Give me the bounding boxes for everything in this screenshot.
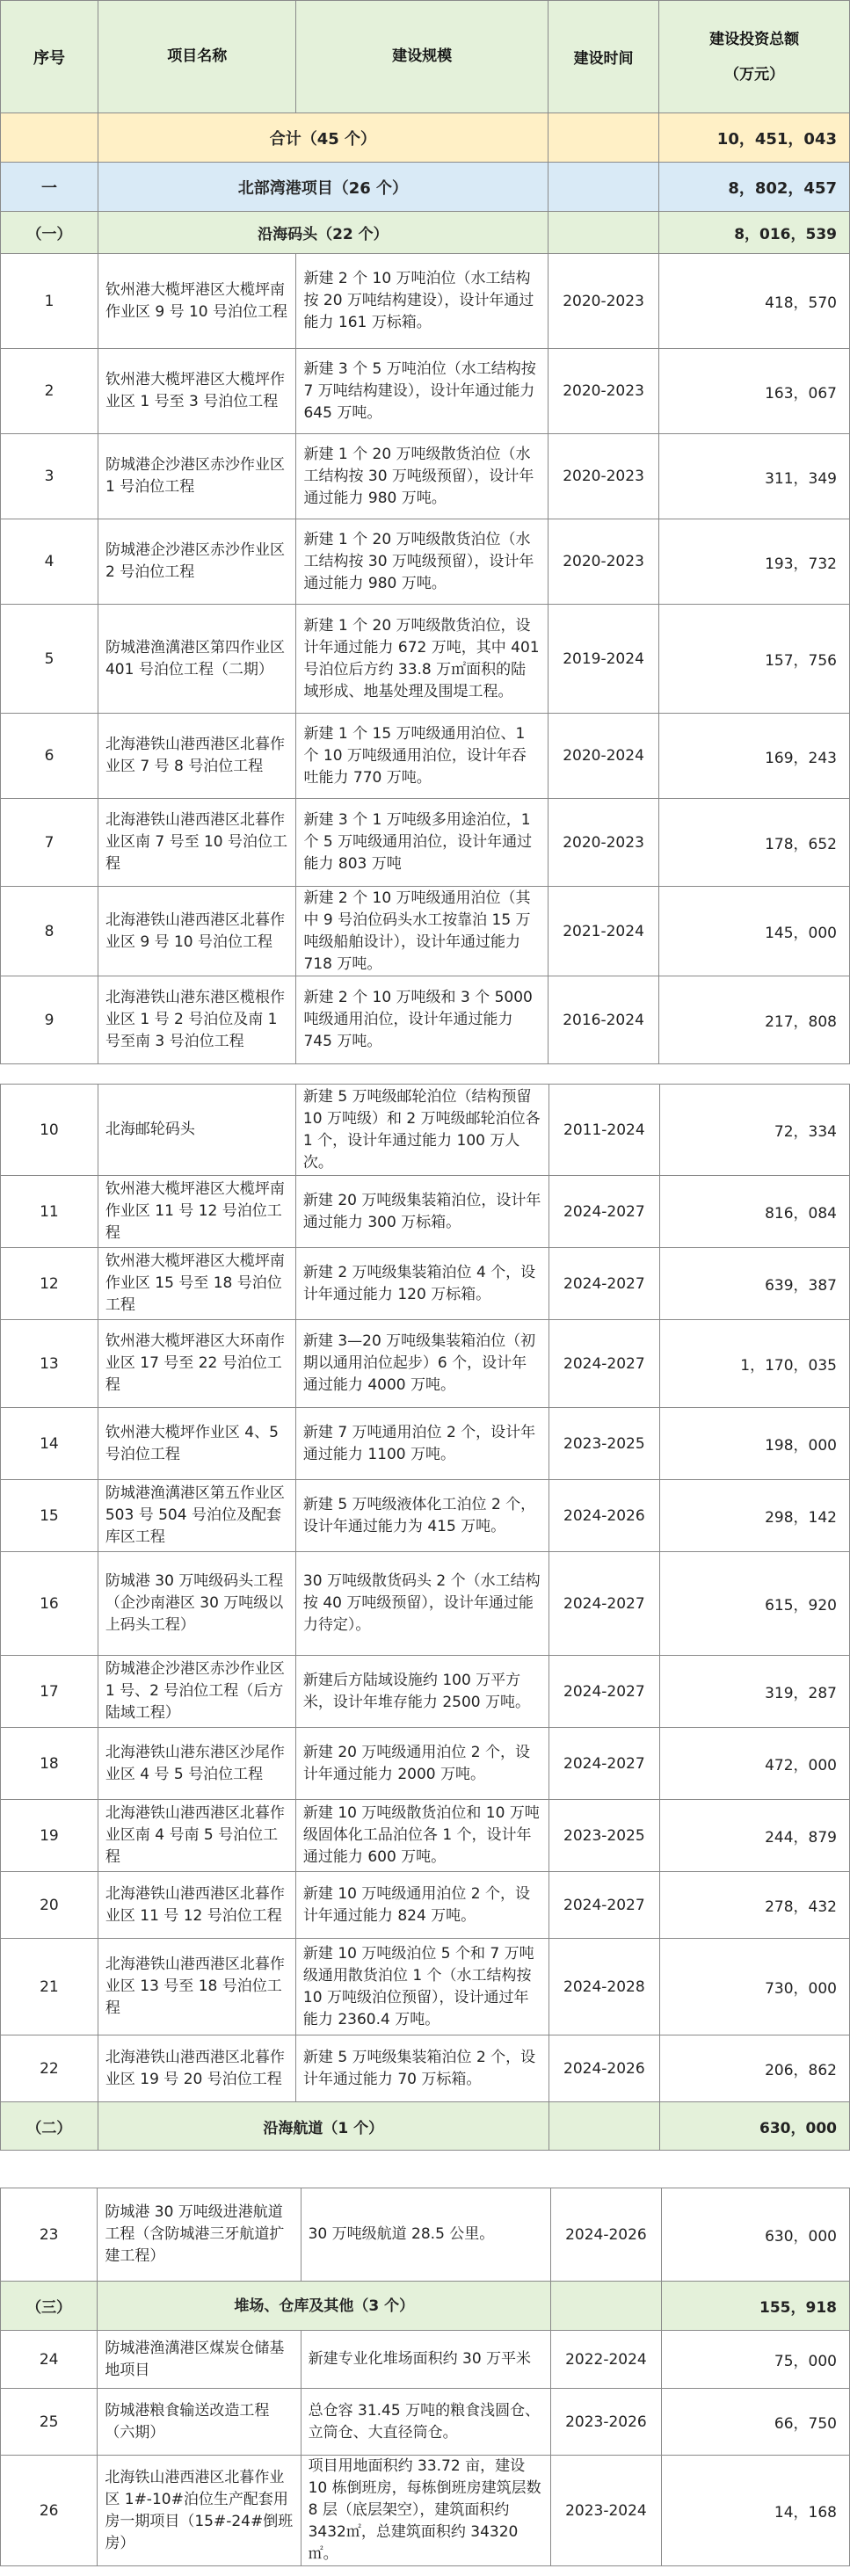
row-scale: 新建专业化堆场面积约 30 万平米 — [301, 2331, 550, 2389]
table-row — [1, 605, 850, 714]
row-amount: 639，387 — [660, 1248, 850, 1320]
table-row — [1, 1728, 850, 1800]
row-scale: 30 万吨级散货码头 2 个（水工结构按 40 万吨级预留），设计年通过能力待定）。 — [295, 1552, 549, 1656]
table-row — [1, 1320, 850, 1408]
row-time: 2023-2025 — [549, 1800, 659, 1872]
rows-group-b — [1, 1085, 850, 2102]
row-time: 2011-2024 — [549, 1085, 659, 1176]
table-row — [1, 1800, 850, 1872]
row-project-name: 北海港铁山港西港区北暮作业区 11 号 12 号泊位工程 — [98, 1872, 295, 1939]
row-amount: 1，170，035 — [660, 1320, 850, 1408]
row-time: 2024-2027 — [549, 1728, 659, 1800]
table-row — [1, 254, 850, 349]
subsection-amount: 8，016，539 — [659, 212, 850, 254]
row-time: 2023-2024 — [551, 2456, 662, 2566]
row-project-name: 防城港渔澫港区第五作业区 503 号 504 号泊位及配套库区工程 — [98, 1480, 295, 1552]
row-amount: 145，000 — [659, 887, 850, 976]
table-row — [1, 714, 850, 799]
row-no: 11 — [1, 1176, 98, 1248]
row-time: 2024-2026 — [549, 2035, 659, 2102]
row-time: 2020-2023 — [548, 519, 659, 605]
row-time: 2020-2023 — [548, 254, 659, 349]
row-amount: 169，243 — [659, 714, 850, 799]
row-project-name: 钦州港大榄坪作业区 4、5 号泊位工程 — [98, 1408, 295, 1480]
subsection-no: （三） — [1, 2282, 98, 2331]
row-project-name: 北海港铁山港西港区北暮作业区南 7 号至 10 号泊位工程 — [98, 799, 296, 887]
row-scale: 新建 1 个 20 万吨级散货泊位（水工结构按 30 万吨级预留），设计年通过能力 980 万吨。 — [296, 519, 548, 605]
header-no: 序号 — [1, 1, 98, 113]
row-project-name: 北海港铁山港西港区北暮作业区 9 号 10 号泊位工程 — [98, 887, 296, 976]
row-time: 2020-2023 — [548, 799, 659, 887]
row-project-name: 防城港粮食输送改造工程（六期） — [98, 2389, 301, 2456]
row-amount: 163，067 — [659, 349, 850, 434]
row-time: 2024-2027 — [549, 1320, 659, 1408]
table-row — [1, 1552, 850, 1656]
row-time: 2020-2023 — [548, 434, 659, 519]
row-no: 20 — [1, 1872, 98, 1939]
row-amount: 472，000 — [660, 1728, 850, 1800]
row-amount: 311，349 — [659, 434, 850, 519]
row-scale: 新建 10 万吨级泊位 5 个和 7 万吨级通用散货泊位 1 个（水工结构按 10 万吨级泊位预留），设计通过年能力 2360.4 万吨。 — [295, 1939, 549, 2035]
subsection-amount: 155，918 — [661, 2282, 849, 2331]
row-project-name: 钦州港大榄坪港区大榄坪南作业区 11 号 12 号泊位工程 — [98, 1176, 295, 1248]
row-time: 2020-2024 — [548, 714, 659, 799]
row-amount: 178，652 — [659, 799, 850, 887]
row-amount: 418，570 — [659, 254, 850, 349]
subsection-row — [1, 2282, 850, 2331]
table-row — [1, 1939, 850, 2035]
total-amount: 10，451，043 — [659, 113, 850, 163]
row-scale: 新建 2 个 10 万吨泊位（水工结构按 20 万吨结构建设），设计年通过能力 161 万标箱。 — [296, 254, 548, 349]
table-row — [1, 2331, 850, 2389]
header-scale: 建设规模 — [296, 1, 548, 113]
investment-table-part-1 — [0, 0, 850, 1064]
row-project-name: 北海港铁山港东港区沙尾作业区 4 号 5 号泊位工程 — [98, 1728, 295, 1800]
row-project-name: 防城港企沙港区赤沙作业区 1 号、2 号泊位工程（后方陆域工程） — [98, 1656, 295, 1728]
row-project-name: 防城港渔澫港区煤炭仓储基地项目 — [98, 2331, 301, 2389]
row-scale: 新建 7 万吨通用泊位 2 个，设计年通过能力 1100 万吨。 — [295, 1408, 549, 1480]
row-no: 19 — [1, 1800, 98, 1872]
total-row — [1, 113, 850, 163]
row-scale: 新建 1 个 15 万吨级通用泊位、1 个 10 万吨级通用泊位，设计年吞吐能力 770 万吨。 — [296, 714, 548, 799]
row-amount: 319，287 — [660, 1656, 850, 1728]
row-time: 2024-2027 — [549, 1176, 659, 1248]
row-time: 2024-2027 — [549, 1872, 659, 1939]
row-no: 22 — [1, 2035, 98, 2102]
table-row — [1, 1248, 850, 1320]
row-scale: 总仓容 31.45 万吨的粮食浅圆仓、立筒仓、大直径筒仓。 — [301, 2389, 550, 2456]
row-project-name: 北海港铁山港西港区北暮作业区 7 号 8 号泊位工程 — [98, 714, 296, 799]
row-amount: 615，920 — [660, 1552, 850, 1656]
row-scale: 新建 3 个 5 万吨泊位（水工结构按 7 万吨结构建设），设计年通过能力 645 万吨。 — [296, 349, 548, 434]
row-scale: 新建 1 个 20 万吨级散货泊位，设计年通过能力 672 万吨，其中 401 号泊位后方约 33.8 万㎡面积的陆域形成、地基处理及围堤工程。 — [296, 605, 548, 714]
row-scale: 新建 2 个 10 万吨级和 3 个 5000 吨级通用泊位，设计年通过能力 745 万吨。 — [296, 976, 548, 1064]
section-row — [1, 163, 850, 212]
row-time: 2021-2024 — [548, 887, 659, 976]
table-row — [1, 349, 850, 434]
subsection-row — [1, 212, 850, 254]
investment-table-part-3 — [0, 2188, 850, 2566]
row-time: 2024-2027 — [549, 1248, 659, 1320]
subsection-row — [1, 2102, 850, 2151]
header-amount-unit: （万元） — [724, 65, 785, 83]
row-scale: 新建 2 万吨级集装箱泊位 4 个，设计年通过能力 120 万标箱。 — [295, 1248, 549, 1320]
row-scale: 新建 10 万吨级散货泊位和 10 万吨级固体化工品泊位各 1 个，设计年通过能力 600 万吨。 — [295, 1800, 549, 1872]
row-no: 6 — [1, 714, 98, 799]
row-no: 26 — [1, 2456, 98, 2566]
table-row — [1, 1872, 850, 1939]
row-project-name: 北海港铁山港东港区榄根作业区 1 号 2 号泊位及南 1 号至南 3 号泊位工程 — [98, 976, 296, 1064]
table-row — [1, 519, 850, 605]
row-project-name: 防城港企沙港区赤沙作业区 1 号泊位工程 — [98, 434, 296, 519]
section-amount: 8，802，457 — [659, 163, 850, 212]
row-project-name: 钦州港大榄坪港区大榄坪南作业区 15 号至 18 号泊位工程 — [98, 1248, 295, 1320]
row-amount: 244，879 — [660, 1800, 850, 1872]
investment-table-part-2 — [0, 1084, 850, 2151]
row-no: 2 — [1, 349, 98, 434]
table-row — [1, 799, 850, 887]
row-amount: 217，808 — [659, 976, 850, 1064]
row-scale: 新建 20 万吨级通用泊位 2 个，设计年通过能力 2000 万吨。 — [295, 1728, 549, 1800]
row-project-name: 防城港 30 万吨级码头工程（企沙南港区 30 万吨级以上码头工程） — [98, 1552, 295, 1656]
row-scale: 新建 3—20 万吨级集装箱泊位（初期以通用泊位起步）6 个，设计年通过能力 4000 万吨。 — [295, 1320, 549, 1408]
row-amount: 14，168 — [661, 2456, 849, 2566]
header-amount — [659, 1, 850, 113]
row-amount: 193，732 — [659, 519, 850, 605]
rows-group-c — [1, 2188, 850, 2282]
row-amount: 298，142 — [660, 1480, 850, 1552]
table-row — [1, 1408, 850, 1480]
row-project-name: 防城港企沙港区赤沙作业区 2 号泊位工程 — [98, 519, 296, 605]
row-no: 13 — [1, 1320, 98, 1408]
subsection-no: （二） — [1, 2102, 98, 2151]
row-scale: 新建 10 万吨级通用泊位 2 个，设计年通过能力 824 万吨。 — [295, 1872, 549, 1939]
table-row — [1, 887, 850, 976]
row-scale: 项目用地面积约 33.72 亩，建设 10 栋倒班房，每栋倒班房建筑层数 8 层（底层架空），建筑面积约 3432㎡，总建筑面积约 34320㎡。 — [301, 2456, 550, 2566]
row-no: 1 — [1, 254, 98, 349]
row-amount: 66，750 — [661, 2389, 849, 2456]
row-no: 21 — [1, 1939, 98, 2035]
row-no: 3 — [1, 434, 98, 519]
section-label: 北部湾港项目（26 个） — [98, 163, 548, 212]
row-amount: 75，000 — [661, 2331, 849, 2389]
row-project-name: 钦州港大榄坪港区大榄坪南作业区 9 号 10 号泊位工程 — [98, 254, 296, 349]
table-row — [1, 2389, 850, 2456]
row-scale: 新建 5 万吨级邮轮泊位（结构预留 10 万吨级）和 2 万吨级邮轮泊位各 1 个，设计年通过能力 100 万人次。 — [295, 1085, 549, 1176]
row-amount: 816，084 — [660, 1176, 850, 1248]
row-no: 5 — [1, 605, 98, 714]
row-no: 9 — [1, 976, 98, 1064]
row-time: 2022-2024 — [551, 2331, 662, 2389]
header-amount-label: 建设投资总额 — [709, 30, 800, 48]
subsection-label: 沿海航道（1 个） — [98, 2102, 549, 2151]
row-amount: 198，000 — [660, 1408, 850, 1480]
row-project-name: 北海邮轮码头 — [98, 1085, 295, 1176]
table-row — [1, 1085, 850, 1176]
row-amount: 278，432 — [660, 1872, 850, 1939]
table-row — [1, 434, 850, 519]
total-label: 合计（45 个） — [98, 113, 548, 163]
rows-group-a — [1, 254, 850, 1064]
header-name: 项目名称 — [98, 1, 296, 113]
row-time: 2024-2026 — [551, 2188, 662, 2282]
row-scale: 新建 20 万吨级集装箱泊位，设计年通过能力 300 万标箱。 — [295, 1176, 549, 1248]
subsection-label: 沿海码头（22 个） — [98, 212, 548, 254]
subsection-label: 堆场、仓库及其他（3 个） — [98, 2282, 551, 2331]
subsection-amount: 630，000 — [660, 2102, 850, 2151]
row-scale: 新建后方陆域设施约 100 万平方米，设计年堆存能力 2500 万吨。 — [295, 1656, 549, 1728]
row-project-name: 北海港铁山港西港区北暮作业区 13 号至 18 号泊位工程 — [98, 1939, 295, 2035]
table-header-row — [1, 1, 850, 113]
row-amount: 157，756 — [659, 605, 850, 714]
row-no: 4 — [1, 519, 98, 605]
row-time: 2024-2027 — [549, 1656, 659, 1728]
row-no: 15 — [1, 1480, 98, 1552]
row-no: 25 — [1, 2389, 98, 2456]
row-no: 14 — [1, 1408, 98, 1480]
row-no: 10 — [1, 1085, 98, 1176]
row-project-name: 北海铁山港西港区北暮作业区 1#-10#泊位生产配套用房一期项目（15#-24#倒班房） — [98, 2456, 301, 2566]
row-time: 2020-2023 — [548, 349, 659, 434]
table-row — [1, 976, 850, 1064]
row-project-name: 防城港 30 万吨级进港航道工程（含防城港三牙航道扩建工程） — [98, 2188, 301, 2282]
row-no: 7 — [1, 799, 98, 887]
table-row — [1, 2456, 850, 2566]
table-row — [1, 1656, 850, 1728]
subsection-no: （一） — [1, 212, 98, 254]
row-scale: 新建 3 个 1 万吨级多用途泊位，1 个 5 万吨级通用泊位，设计年通过能力 803 万吨 — [296, 799, 548, 887]
row-project-name: 北海港铁山港西港区北暮作业区南 4 号南 5 号泊位工程 — [98, 1800, 295, 1872]
section-no: 一 — [1, 163, 98, 212]
row-no: 8 — [1, 887, 98, 976]
row-amount: 206，862 — [660, 2035, 850, 2102]
row-scale: 30 万吨级航道 28.5 公里。 — [301, 2188, 550, 2282]
row-scale: 新建 1 个 20 万吨级散货泊位（水工结构按 30 万吨级预留），设计年通过能力 980 万吨。 — [296, 434, 548, 519]
row-scale: 新建 5 万吨级液体化工泊位 2 个，设计年通过能力为 415 万吨。 — [295, 1480, 549, 1552]
row-amount: 630，000 — [661, 2188, 849, 2282]
table-row — [1, 2035, 850, 2102]
row-project-name: 钦州港大榄坪港区大榄坪作业区 1 号至 3 号泊位工程 — [98, 349, 296, 434]
row-time: 2019-2024 — [548, 605, 659, 714]
row-project-name: 防城港渔澫港区第四作业区 401 号泊位工程（二期） — [98, 605, 296, 714]
rows-group-d — [1, 2331, 850, 2566]
row-time: 2016-2024 — [548, 976, 659, 1064]
row-no: 23 — [1, 2188, 98, 2282]
row-no: 17 — [1, 1656, 98, 1728]
row-no: 24 — [1, 2331, 98, 2389]
table-row — [1, 1176, 850, 1248]
table-row — [1, 1480, 850, 1552]
row-amount: 730，000 — [660, 1939, 850, 2035]
row-time: 2024-2026 — [549, 1480, 659, 1552]
row-no: 12 — [1, 1248, 98, 1320]
row-scale: 新建 5 万吨级集装箱泊位 2 个，设计年通过能力 70 万标箱。 — [295, 2035, 549, 2102]
row-time: 2023-2025 — [549, 1408, 659, 1480]
row-time: 2024-2028 — [549, 1939, 659, 2035]
table-row — [1, 2188, 850, 2282]
row-time: 2024-2027 — [549, 1552, 659, 1656]
row-no: 18 — [1, 1728, 98, 1800]
row-project-name: 钦州港大榄坪港区大环南作业区 17 号至 22 号泊位工程 — [98, 1320, 295, 1408]
row-time: 2023-2026 — [551, 2389, 662, 2456]
header-time: 建设时间 — [548, 1, 659, 113]
row-project-name: 北海港铁山港西港区北暮作业区 19 号 20 号泊位工程 — [98, 2035, 295, 2102]
row-amount: 72，334 — [660, 1085, 850, 1176]
row-scale: 新建 2 个 10 万吨级通用泊位（其中 9 号泊位码头水工按靠泊 15 万吨级船舶设计），设计年通过能力 718 万吨。 — [296, 887, 548, 976]
row-no: 16 — [1, 1552, 98, 1656]
